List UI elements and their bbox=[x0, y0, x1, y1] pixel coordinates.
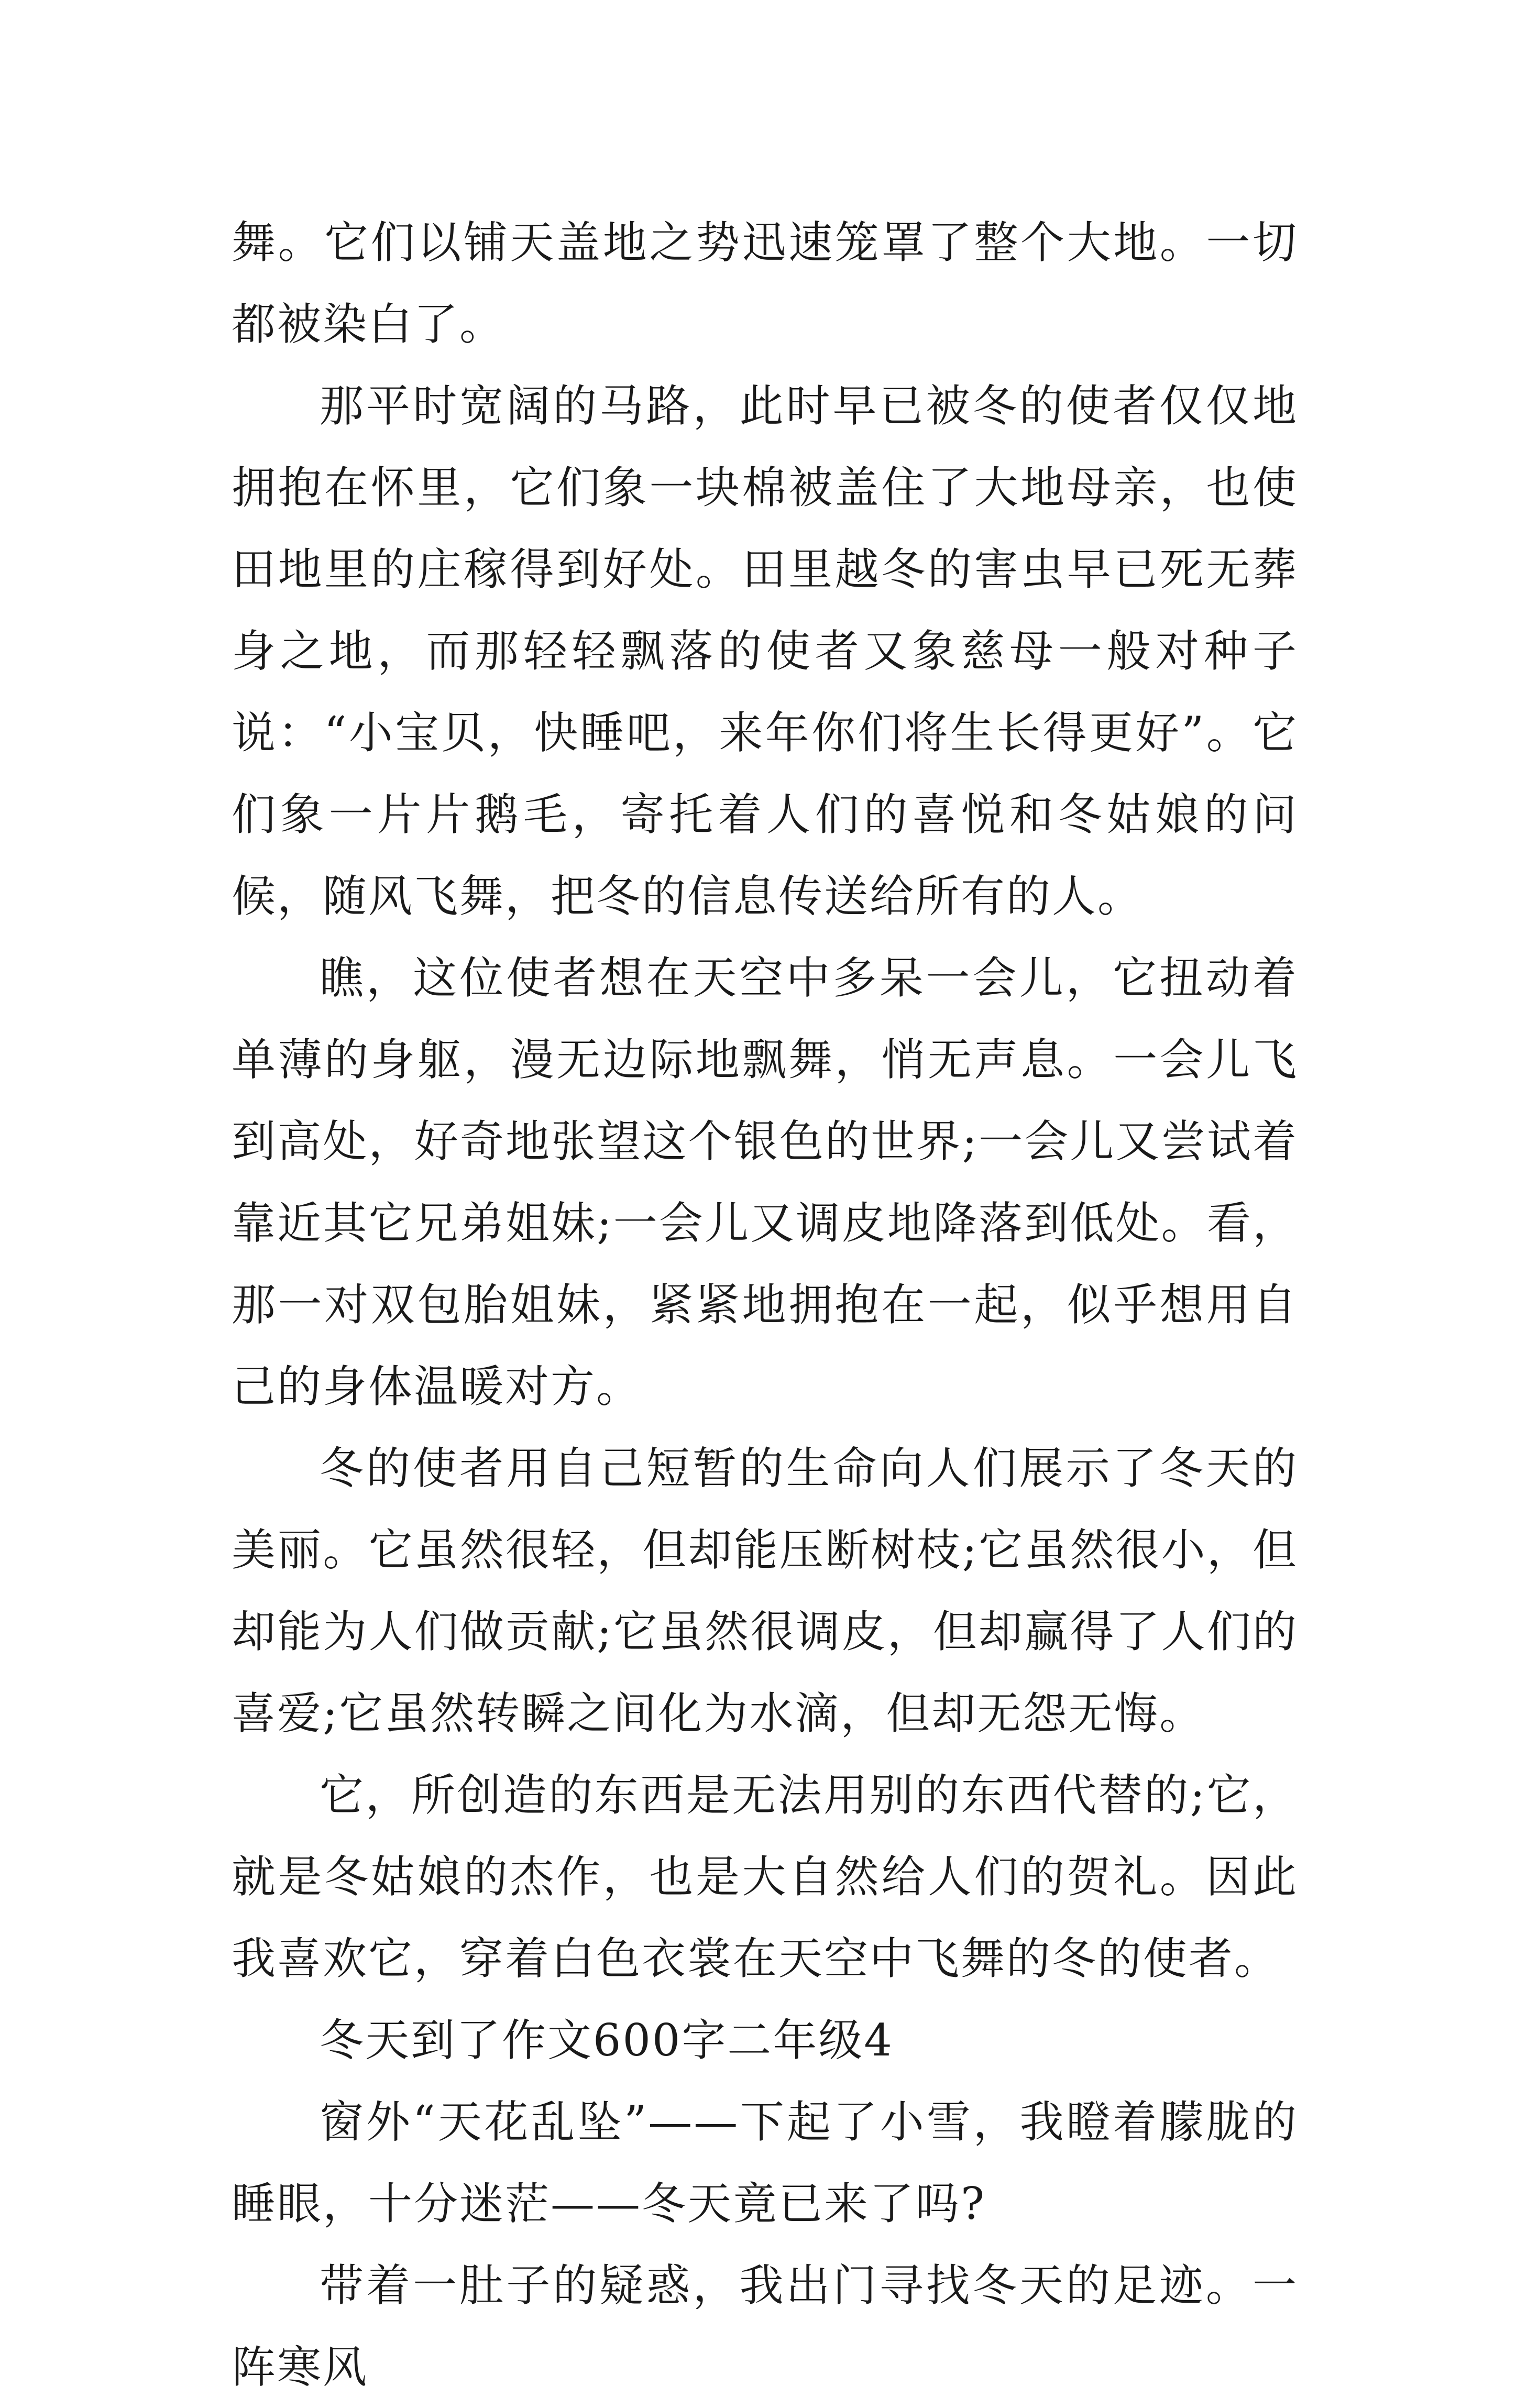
paragraph-5: 它，所创造的东西是无法用别的东西代替的;它，就是冬姑娘的杰作，也是大自然给人们的贺礼。因此我喜欢它，穿着白色衣裳在天空中飞舞的冬的使者。 bbox=[232, 1769, 1298, 1984]
section-heading: 冬天到了作文600字二年级4 bbox=[320, 2015, 894, 2066]
paragraph-7: 带着一肚子的疑惑，我出门寻找冬天的足迹。一阵寒风 bbox=[232, 2260, 1298, 2393]
paragraph-4: 冬的使者用自己短暂的生命向人们展示了冬天的美丽。它虽然很轻，但却能压断树枝;它虽然很小，但却能为人们做贡献;它虽然很调皮，但却赢得了人们的喜爱;它虽然转瞬之间化为水滴，但却无怨无悔。 bbox=[232, 1443, 1298, 1739]
paragraph-1: 舞。它们以铺天盖地之势迅速笼罩了整个大地。一切都被染白了。 bbox=[232, 217, 1298, 350]
paragraph-2: 那平时宽阔的马路，此时早已被冬的使者仅仅地拥抱在怀里，它们象一块棉被盖住了大地母亲，也使田地里的庄稼得到好处。田里越冬的害虫早已死无葬身之地，而那轻轻飘落的使者又象慈母一般对种子说：“小宝贝，快睡吧，来年你们将生长得更好”。它们象一片片鹅毛，寄托着人们的喜悦和冬姑娘的问候，随风飞舞，把冬的信息传送给所有的人。 bbox=[232, 380, 1298, 922]
document-body bbox=[232, 202, 1298, 2408]
paragraph-3: 瞧，这位使者想在天空中多呆一会儿，它扭动着单薄的身躯，漫无边际地飘舞，悄无声息。一会儿飞到高处，好奇地张望这个银色的世界;一会儿又尝试着靠近其它兄弟姐妹;一会儿又调皮地降落到低处。看，那一对双包胎姐妹，紧紧地拥抱在一起，似乎想用自己的身体温暖对方。 bbox=[232, 952, 1298, 1412]
paragraph-6: 窗外“天花乱坠”——下起了小雪，我瞪着朦胧的睡眼，十分迷茫——冬天竟已来了吗? bbox=[232, 2096, 1298, 2229]
